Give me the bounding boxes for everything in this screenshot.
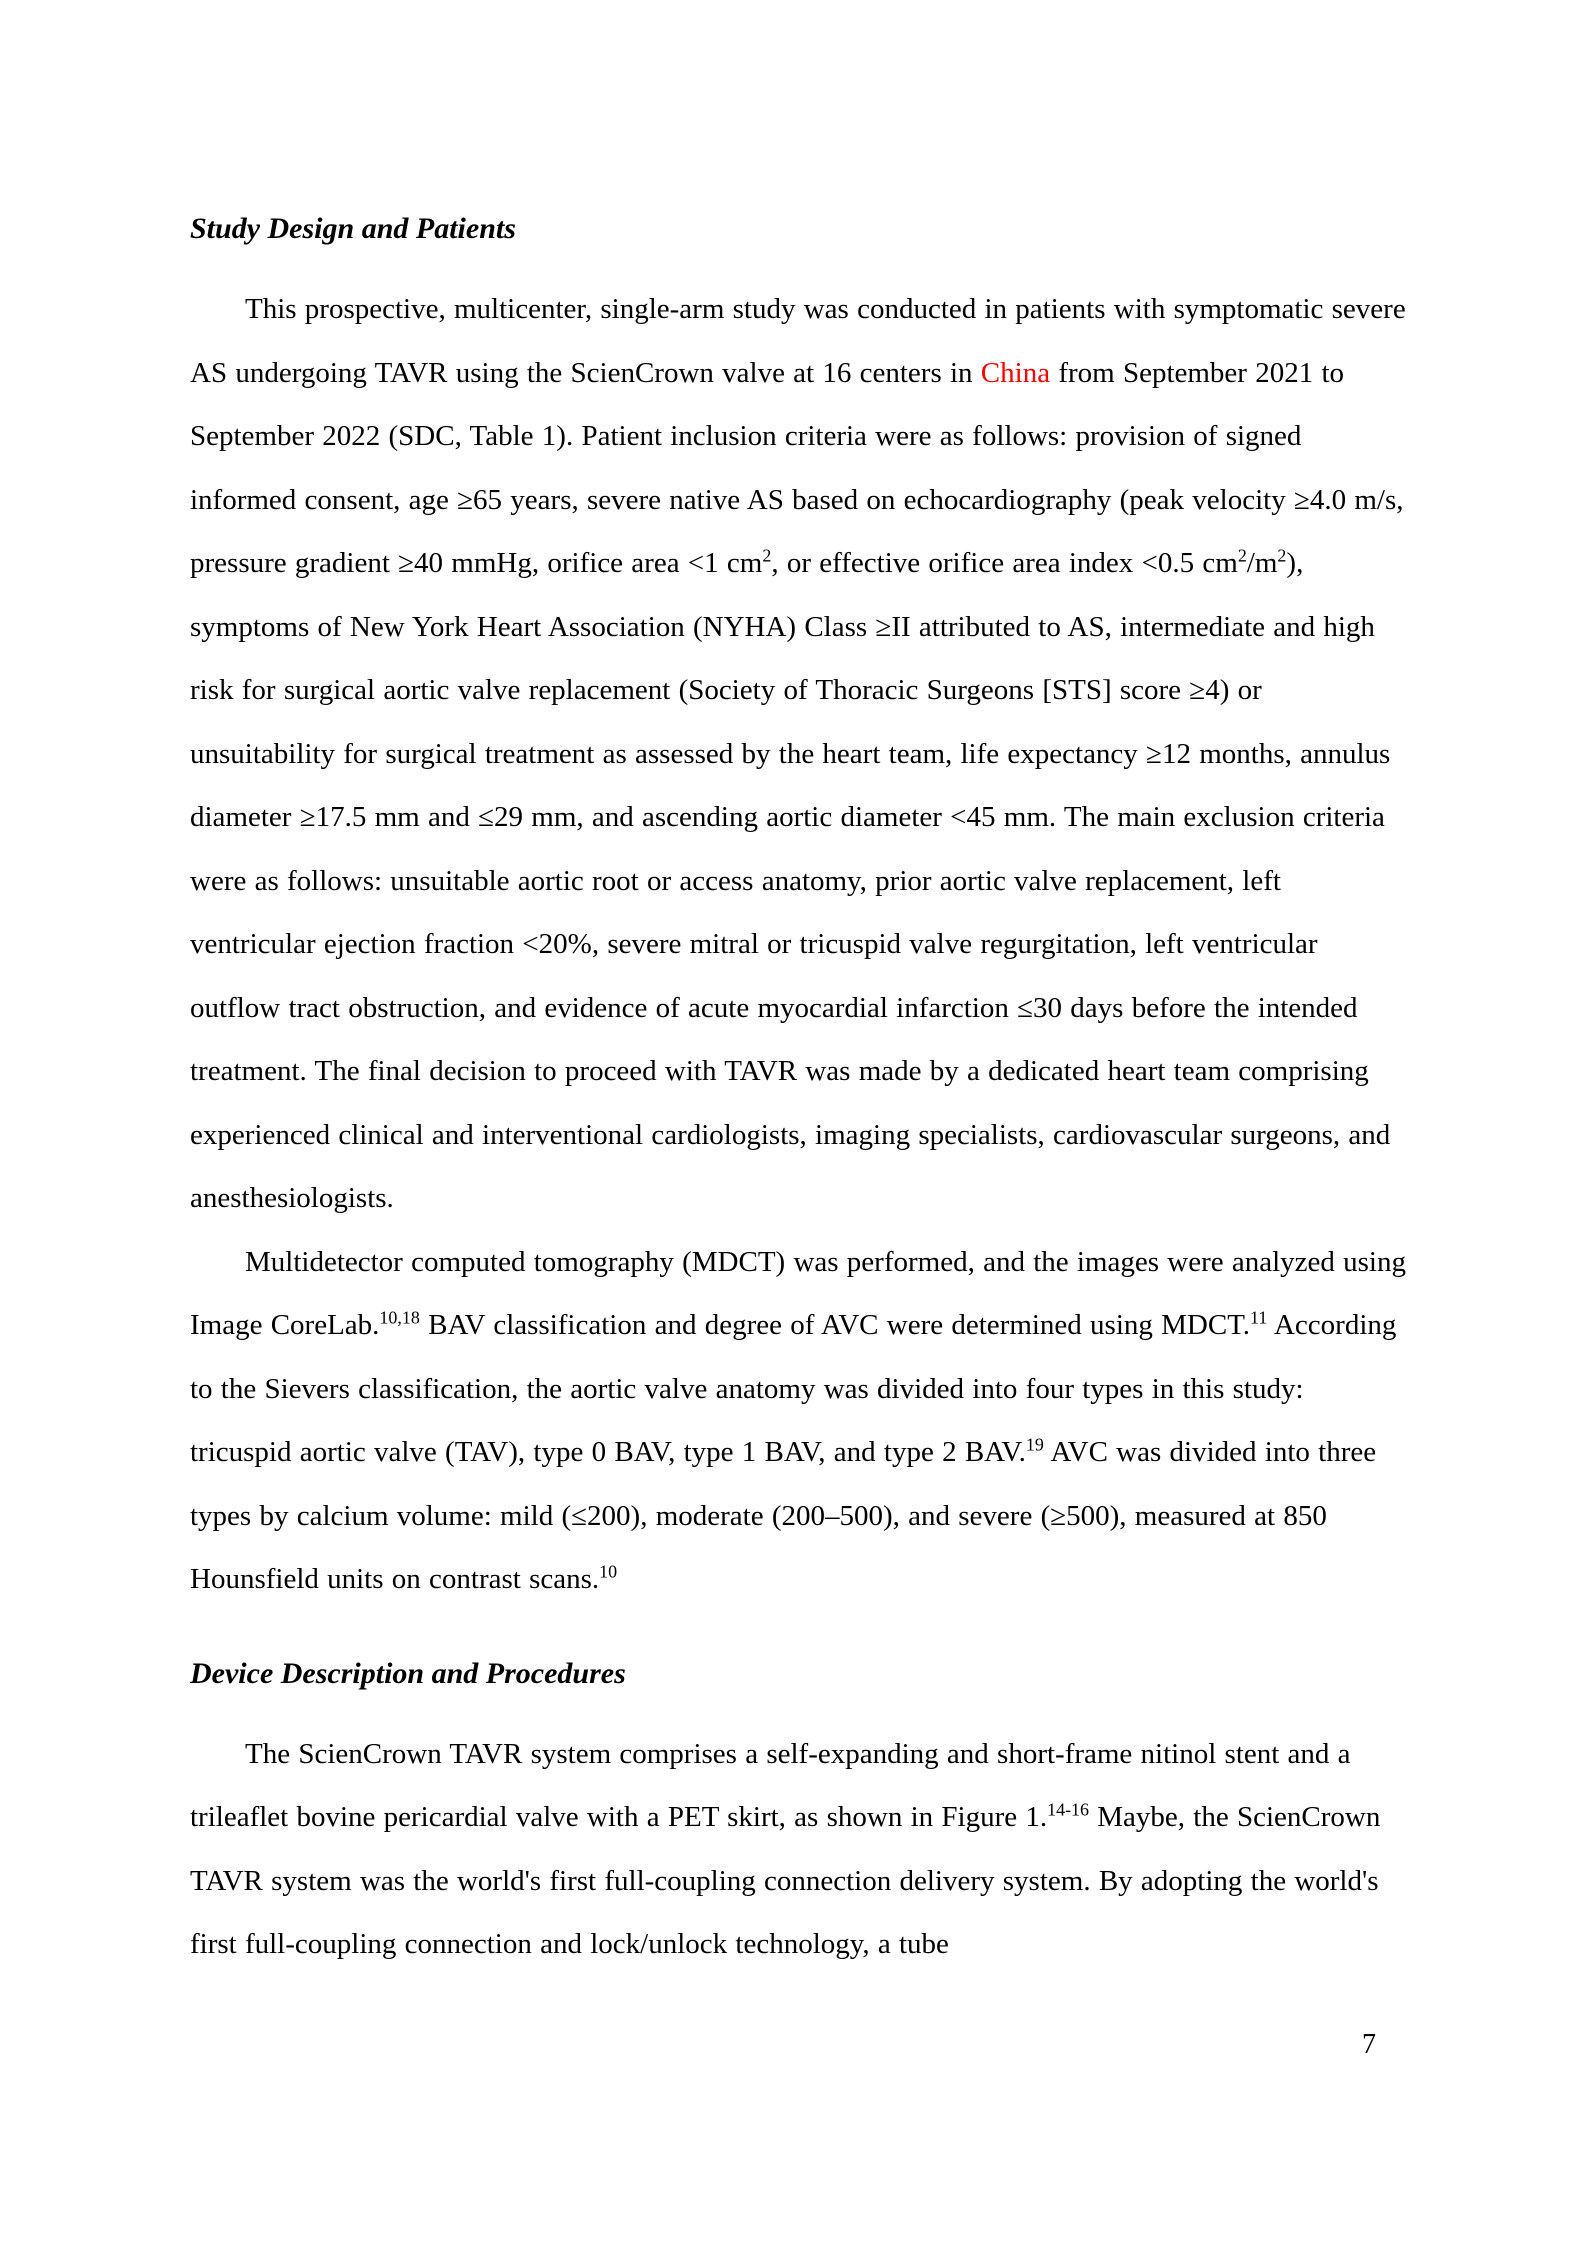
paragraph-study-overview: This prospective, multicenter, single-arm study was conducted in patients with symptomatic severe AS undergoing TAVR using the ScienCrown valve at 16 centers in China from September 2021 to September 2022 (SDC, Table 1). Patient inclusion criteria were as follows: provision of signed informed consent, age ≥65 years, severe native AS based on echocardiography (peak velocity ≥4.0 m/s, pressure gradient ≥40 mmHg, orifice area <1 $cm^2$, or effective orifice area index <0.5 $cm^2/m^2$), symptoms of New York Heart Association (NYHA) Class ≥II attributed to AS, intermediate and high risk for surgical aortic valve replacement (Society of Thoracic Surgeons [STS] score ≥4) or unsuitability for surgical treatment as assessed by the heart team, life expectancy ≥12 months, annulus diameter ≥17.5 mm and ≤29 mm, and ascending aortic diameter <45 mm. The main exclusion criteria were as follows: unsuitable aortic root or access anatomy, prior aortic valve replacement, left ventricular ejection fraction <20%, severe mitral or tricuspid valve regurgitation, left ventricular outflow tract obstruction, and evidence of acute myocardial infarction ≤30 days before the intended treatment. The final decision to proceed with TAVR was made by a dedicated heart team comprising experienced clinical and interventional cardiologists, imaging specialists, cardiovascular surgeons, and anesthesiologists. — [190, 293, 1406, 1214]
page-number: 7 — [1362, 2029, 1376, 2060]
paragraph-device-description: The ScienCrown TAVR system comprises a self-expanding and short-frame nitinol stent and a trileaflet bovine pericardial valve with a PET skirt, as shown in Figure 1.$^{14-16}$ Maybe, the ScienCrown TAVR system was the world's first full-coupling connection delivery system. By adopting the world's first full-coupling connection and lock/unlock technology, a tube — [190, 1737, 1381, 1960]
page-content — [190, 197, 1408, 1977]
section-heading-device-description: Device Description and Procedures — [190, 1656, 626, 1690]
section-heading-study-design: Study Design and Patients — [190, 212, 516, 245]
paragraph-mdct-analysis: Multidetector computed tomography (MDCT) was performed, and the images were analyzed using Image CoreLab.$^{10,18}$ BAV classification and degree of AVC were determined using MDCT.$^{11}$ According to the Sievers classification, the aortic valve anatomy was divided into four types in this study: tricuspid aortic valve (TAV), type 0 BAV, type 1 BAV, and type 2 BAV.$^{19}$ AVC was divided into three types by calcium volume: mild (≤200), moderate (200–500), and severe (≥500), measured at 850 Hounsfield units on contrast scans.$^{10}$ — [190, 1245, 1406, 1595]
